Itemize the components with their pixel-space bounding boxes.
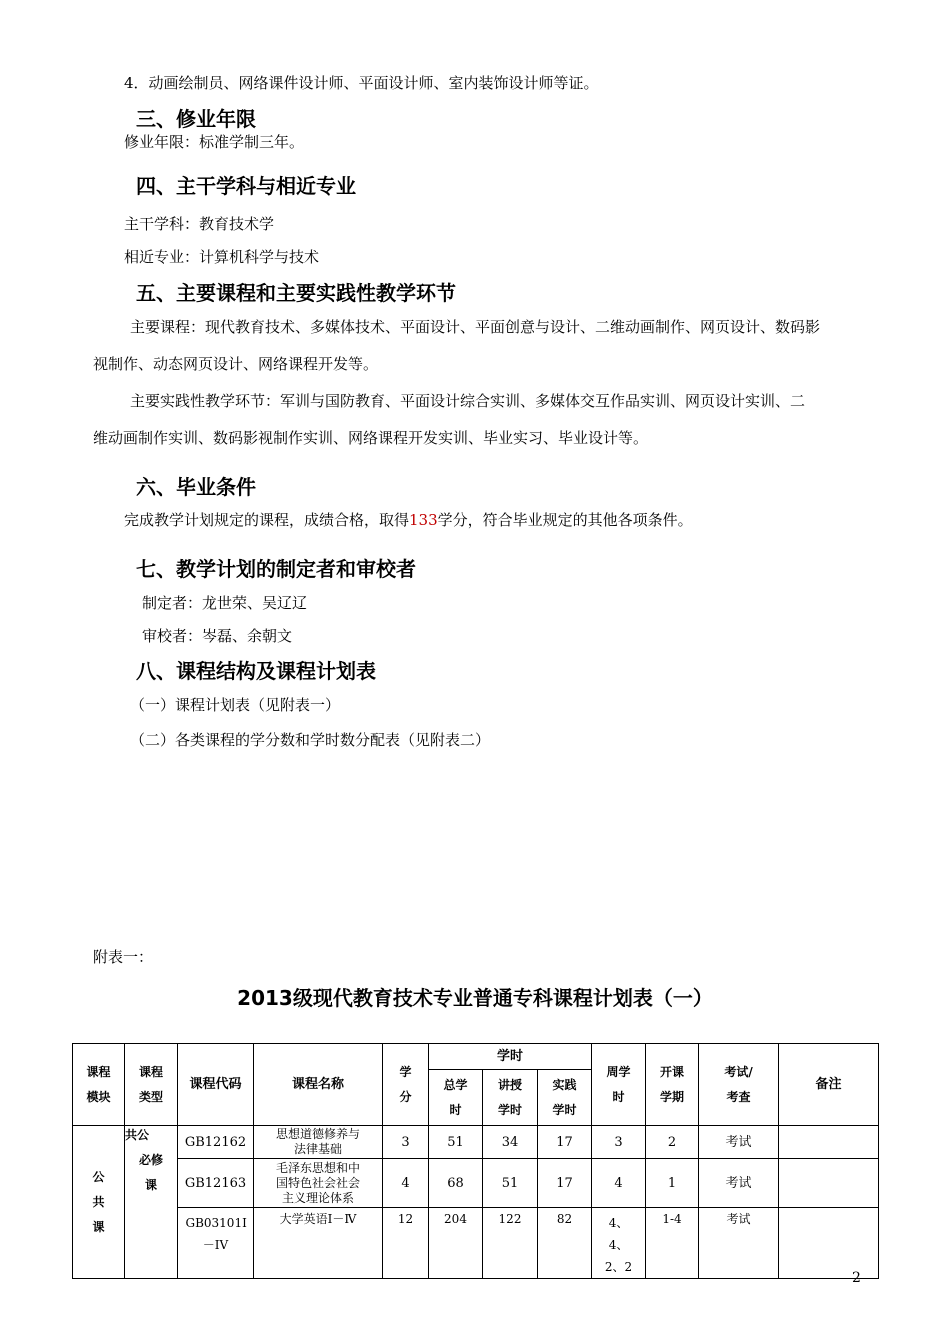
course-plan-table — [72, 1043, 879, 1279]
section-4-heading: 四、主干学科与相近专业 — [136, 174, 356, 198]
row2-name: 毛泽东思想和中国特色社会社会主义理论体系 — [254, 1159, 383, 1208]
row1-total: 51 — [429, 1126, 483, 1159]
row1-code: GB12162 — [184, 1134, 247, 1150]
row2-lecture: 51 — [483, 1159, 538, 1208]
row1-practice: 17 — [538, 1126, 592, 1159]
section-3-text: 修业年限：标准学制三年。 — [124, 133, 305, 151]
row3-weekly: 4、4、2、2 — [592, 1208, 646, 1279]
section-5-practice-line2: 维动画制作实训、数码影视制作实训、网络课程开发实训、毕业实习、毕业设计等。 — [93, 429, 649, 447]
header-weekly: 周学时 — [592, 1044, 646, 1126]
type-cell-top: 共公 — [125, 1128, 150, 1142]
section-8-line1: （一）课程计划表（见附表一） — [130, 696, 341, 714]
section-4-line1: 主干学科：教育技术学 — [124, 215, 275, 233]
table-row — [178, 1208, 254, 1279]
row1-name: 思想道德修养与法律基础 — [254, 1126, 383, 1159]
row3-name: 大学英语Ⅰ－Ⅳ — [254, 1208, 383, 1279]
section-7-heading: 七、教学计划的制定者和审校者 — [136, 557, 416, 581]
row3-practice: 82 — [538, 1208, 592, 1279]
section-6-heading: 六、毕业条件 — [136, 475, 256, 499]
section-5-courses-line1: 主要课程：现代教育技术、多媒体技术、平面设计、平面创意与设计、二维动画制作、网页设计、数码影 — [130, 318, 821, 336]
section-7-line1: 制定者：龙世荣、吴辽辽 — [142, 594, 308, 612]
section-6-text — [124, 509, 693, 530]
row2-semester: 1 — [646, 1159, 699, 1208]
type-cell-rest: 必修课 — [139, 1153, 164, 1192]
row2-weekly: 4 — [592, 1159, 646, 1208]
row2-remark — [779, 1159, 879, 1208]
row1-credit: 3 — [383, 1126, 429, 1159]
section-7-line2: 审校者：岑磊、余朝文 — [142, 627, 293, 645]
row1-exam: 考试 — [699, 1126, 779, 1159]
section-6-text-after: 学分，符合毕业规定的其他各项条件。 — [437, 511, 693, 529]
header-lecture-hours: 讲授学时 — [483, 1070, 538, 1126]
header-name: 课程名称 — [254, 1044, 383, 1126]
row2-practice: 17 — [538, 1159, 592, 1208]
section-6-credits: 133 — [409, 511, 438, 529]
header-type: 课程类型 — [125, 1044, 178, 1126]
page-number: 2 — [852, 1270, 861, 1286]
header-semester: 开课学期 — [646, 1044, 699, 1126]
row3-credit: 12 — [383, 1208, 429, 1279]
row3-semester: 1-4 — [646, 1208, 699, 1279]
row3-lecture: 122 — [483, 1208, 538, 1279]
header-remark: 备注 — [779, 1044, 879, 1126]
header-practice-hours: 实践学时 — [538, 1070, 592, 1126]
section-4-line2: 相近专业：计算机科学与技术 — [124, 248, 320, 266]
section-8-line2: （二）各类课程的学分数和学时数分配表（见附表二） — [130, 731, 491, 749]
row2-total: 68 — [429, 1159, 483, 1208]
header-module: 课程模块 — [73, 1044, 125, 1126]
header-hours: 学时 — [429, 1044, 592, 1070]
section-3-heading: 三、修业年限 — [136, 107, 256, 131]
header-code: 课程代码 — [178, 1044, 254, 1126]
section-5-heading: 五、主要课程和主要实践性教学环节 — [136, 281, 456, 305]
row3-total: 204 — [429, 1208, 483, 1279]
section-8-heading: 八、课程结构及课程计划表 — [136, 659, 376, 683]
row3-remark — [779, 1208, 879, 1279]
row1-lecture: 34 — [483, 1126, 538, 1159]
intro-item: 4．动画绘制员、网络课件设计师、平面设计师、室内装饰设计师等证。 — [124, 74, 599, 92]
section-6-text-before: 完成教学计划规定的课程，成绩合格，取得 — [124, 511, 410, 529]
module-cell: 公共课 — [73, 1126, 125, 1279]
row2-credit: 4 — [383, 1159, 429, 1208]
row2-exam: 考试 — [699, 1159, 779, 1208]
type-cell — [125, 1126, 178, 1279]
row2-code: GB12163 — [184, 1175, 247, 1191]
header-total-hours: 总学时 — [429, 1070, 483, 1126]
row3-code: GB03101I－IV — [185, 1216, 247, 1252]
section-5-courses-line2: 视制作、动态网页设计、网络课程开发等。 — [93, 355, 379, 373]
row3-exam: 考试 — [699, 1208, 779, 1279]
table-title: 2013级现代教育技术专业普通专科课程计划表（一） — [237, 986, 713, 1010]
row1-semester: 2 — [646, 1126, 699, 1159]
section-5-practice-line1: 主要实践性教学环节：军训与国防教育、平面设计综合实训、多媒体交互作品实训、网页设计实训、二 — [130, 392, 806, 410]
table-row — [178, 1126, 254, 1159]
row1-weekly: 3 — [592, 1126, 646, 1159]
header-exam: 考试/考查 — [699, 1044, 779, 1126]
appendix-label: 附表一： — [93, 948, 154, 966]
header-credit: 学分 — [383, 1044, 429, 1126]
table-row — [178, 1159, 254, 1208]
row1-remark — [779, 1126, 879, 1159]
